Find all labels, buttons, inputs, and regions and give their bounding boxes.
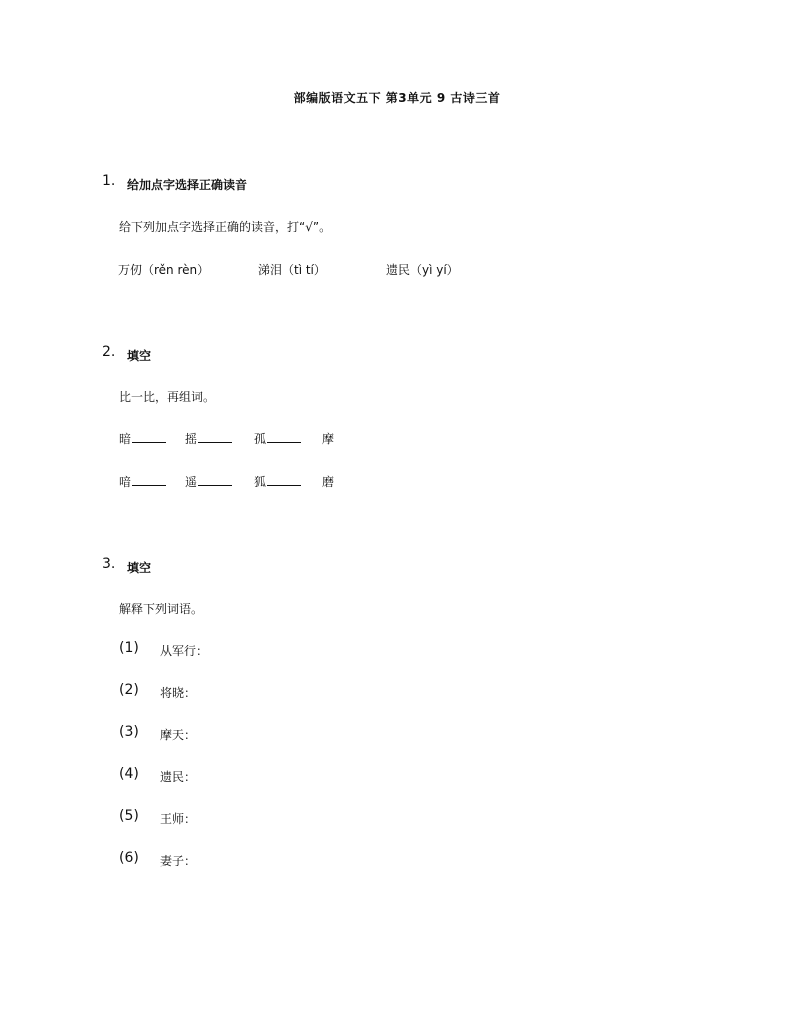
question-1-heading: 给加点字选择正确读音 (127, 178, 248, 192)
compare-character: 摇 (185, 430, 232, 447)
pinyin-choice-item: 涕泪（tì tí） (258, 263, 326, 277)
sub-item-term: 妻子： (160, 854, 197, 868)
answer-blank[interactable] (267, 473, 301, 486)
sub-item-number: (5) (119, 808, 139, 824)
sub-item-term: 王师： (160, 812, 197, 826)
answer-blank[interactable] (132, 473, 166, 486)
sub-item-term: 从军行： (160, 644, 209, 658)
answer-blank[interactable] (267, 430, 301, 443)
compare-character: 磨 (322, 475, 335, 489)
answer-blank[interactable] (198, 430, 232, 443)
sub-item-number: (2) (119, 682, 139, 698)
compare-character: 狐 (254, 473, 301, 490)
compare-character: 暗 (119, 430, 166, 447)
question-3-heading: 填空 (127, 561, 152, 575)
pinyin-choice-item: 万仞（rěn rèn） (118, 263, 210, 277)
question-2-instruction: 比一比，再组词。 (119, 390, 216, 404)
question-1-instruction: 给下列加点字选择正确的读音，打“√”。 (119, 220, 332, 234)
sub-item-number: (4) (119, 766, 139, 782)
compare-character: 喑 (119, 473, 166, 490)
page-title: 部编版语文五下 第3单元 9 古诗三首 (293, 91, 501, 105)
compare-character: 摩 (322, 432, 335, 446)
sub-item-number: (3) (119, 724, 139, 740)
sub-item-term: 将晓： (160, 686, 197, 700)
compare-character: 孤 (254, 430, 301, 447)
compare-character: 遥 (185, 473, 232, 490)
question-3-number: 3. (102, 556, 116, 572)
pinyin-choice-item: 遗民（yì yí） (386, 263, 459, 277)
question-2-number: 2. (102, 344, 116, 360)
sub-item-term: 摩天： (160, 728, 197, 742)
answer-blank[interactable] (198, 473, 232, 486)
sub-item-number: (6) (119, 850, 139, 866)
question-2-heading: 填空 (127, 349, 152, 363)
answer-blank[interactable] (132, 430, 166, 443)
sub-item-number: (1) (119, 640, 139, 656)
question-1-number: 1. (102, 173, 116, 189)
sub-item-term: 遗民： (160, 770, 197, 784)
question-3-instruction: 解释下列词语。 (119, 602, 204, 616)
